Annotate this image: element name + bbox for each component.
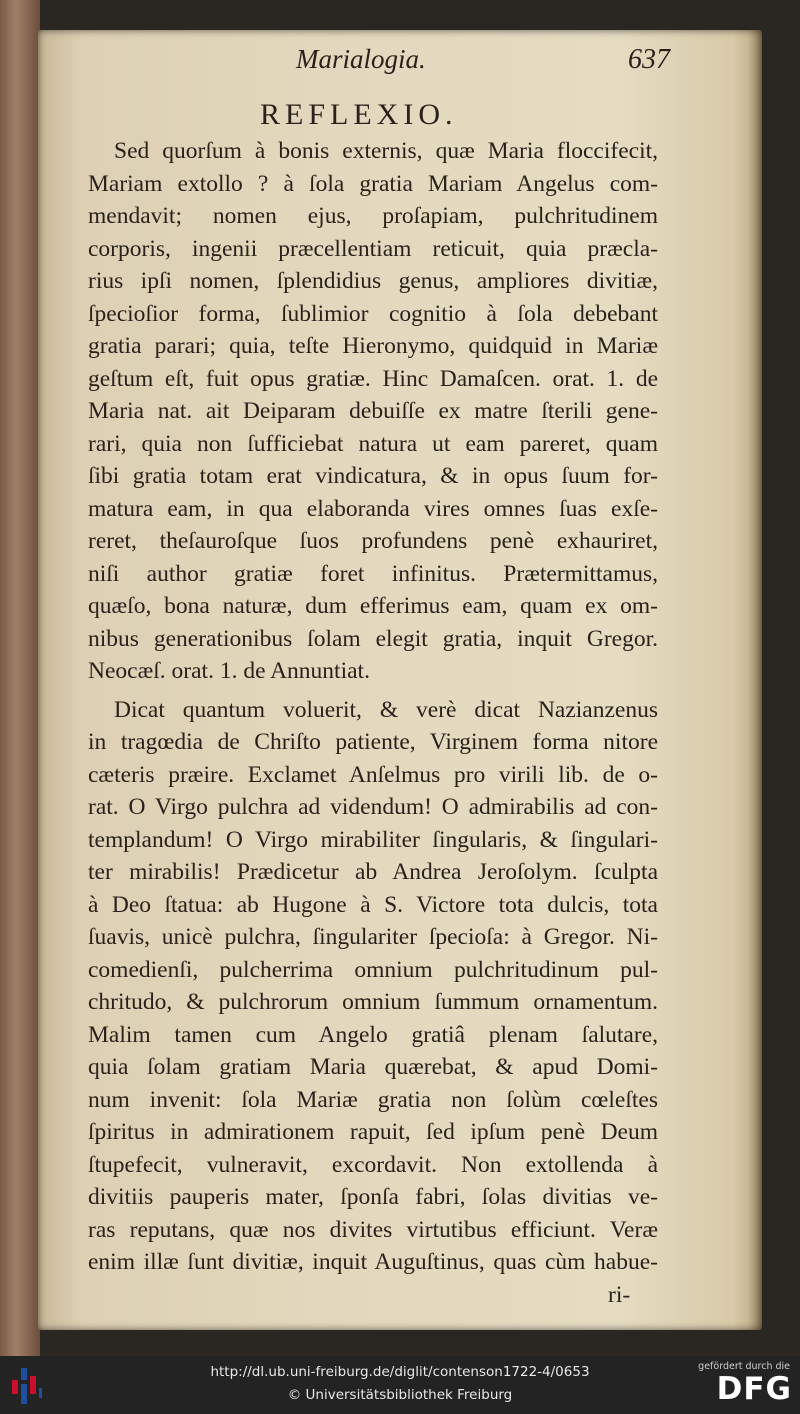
book-cover-edge	[0, 0, 40, 1356]
text-line: Sed quorſum à bonis externis, quæ Maria floccifecit,	[114, 138, 658, 164]
catchword: ri-	[608, 1281, 631, 1308]
text-line: Dicat quantum voluerit, & verè dicat Nazianzenus	[114, 696, 658, 723]
text-line: nibus generationibus ſolam elegit gratia, inquit Gregor.	[88, 625, 658, 652]
text-line: enim illæ ſunt divitiæ, inquit Auguſtinus, quas cùm habue-	[88, 1249, 658, 1275]
text-line: rat. O Virgo pulchra ad videndum! O admirabilis ad con-	[88, 794, 658, 820]
text-line: divitiis pauperis mater, ſponſa fabri, ſolas divitias ve-	[88, 1184, 658, 1210]
text-line: Neocæſ. orat. 1. de Annuntiat.	[88, 658, 370, 684]
page-edge-shadow	[748, 30, 762, 1330]
text-line: matura eam, in qua elaboranda vires omnes ſuas exſe-	[88, 495, 658, 522]
text-line: comedienſi, pulcherrima omnium pulchritudinum pul-	[88, 956, 658, 983]
text-line: ſtupefecit, vulneravit, excordavit. Non extollenda à	[88, 1151, 658, 1178]
copyright-notice: © Universitätsbibliothek Freiburg	[287, 1387, 513, 1403]
text-line: in tragœdia de Chriſto patiente, Virginem forma nitore	[88, 729, 658, 755]
text-line: ras reputans, quæ nos divites virtutibus efficiunt. Veræ	[88, 1216, 658, 1243]
text-line: geſtum eſt, fuit opus gratiæ. Hinc Damaſcen. orat. 1. de	[88, 365, 658, 392]
running-title: Marialogia.	[296, 44, 426, 74]
text-line: cæteris præire. Exclamet Anſelmus pro virili lib. de o-	[88, 761, 658, 788]
text-line: quia ſolam gratiam Maria quærebat, & apud Domi-	[88, 1054, 658, 1080]
page-number: 637	[628, 44, 670, 75]
page-header	[290, 44, 670, 84]
funding-note: gefördert durch die	[698, 1361, 790, 1372]
text-line: ter mirabilis! Prædicetur ab Andrea Jeroſolym. ſculpta	[88, 859, 658, 885]
text-line: à Deo ſtatua: ab Hugone à S. Victore tota dulcis, tota	[88, 891, 658, 918]
text-line: num invenit: ſola Mariæ gratia non ſolùm cœleſtes	[88, 1086, 658, 1113]
text-line: ſpecioſior forma, ſublimior cognitio à ſola debebant	[88, 300, 658, 327]
text-line: rius ipſi nomen, ſplendidius genus, ampliores divitiæ,	[88, 268, 658, 294]
section-title: REFLEXIO.	[260, 98, 458, 131]
text-line: rari, quia non ſufficiebat natura ut eam pareret, quam	[88, 430, 658, 457]
text-line: chritudo, & pulchrorum omnium ſummum ornamentum.	[88, 989, 658, 1015]
body-text	[88, 135, 658, 1311]
document-permalink[interactable]: http://dl.ub.uni-freiburg.de/diglit/contenson1722-4/0653	[210, 1364, 590, 1380]
text-line: ſuavis, unicè pulchra, ſingulariter ſpecioſa: à Gregor. Ni-	[88, 924, 658, 950]
text-line: quæſo, bona naturæ, dum efferimus eam, quam ex om-	[88, 593, 658, 619]
text-line: ſpiritus in admirationem rapuit, ſed ipſum penè Deum	[88, 1119, 658, 1145]
text-line: ſibi gratia totam erat vindicatura, & in opus ſuum for-	[88, 463, 658, 489]
text-line: reret, theſauroſque ſuos profundens penè exhauriret,	[88, 528, 658, 554]
dfg-logo: DFG	[716, 1371, 792, 1407]
text-line: corporis, ingenii præcellentiam reticuit, quia præcla-	[88, 235, 658, 262]
text-line: Malim tamen cum Angelo gratiâ plenam ſalutare,	[88, 1021, 658, 1048]
text-line: Mariam extollo ? à ſola gratia Mariam Angelus com-	[88, 170, 658, 197]
text-line: mendavit; nomen ejus, proſapiam, pulchritudinem	[88, 203, 658, 229]
text-line: Maria nat. ait Deiparam debuiſſe ex matre ſterili gene-	[88, 398, 658, 424]
text-line: niſi author gratiæ foret infinitus. Prætermittamus,	[88, 560, 658, 587]
text-line: gratia parari; quia, teſte Hieronymo, quidquid in Mariæ	[88, 333, 658, 359]
footer-bar	[0, 1356, 800, 1414]
text-line: templandum! O Virgo mirabiliter ſingularis, & ſingulari-	[88, 826, 658, 853]
